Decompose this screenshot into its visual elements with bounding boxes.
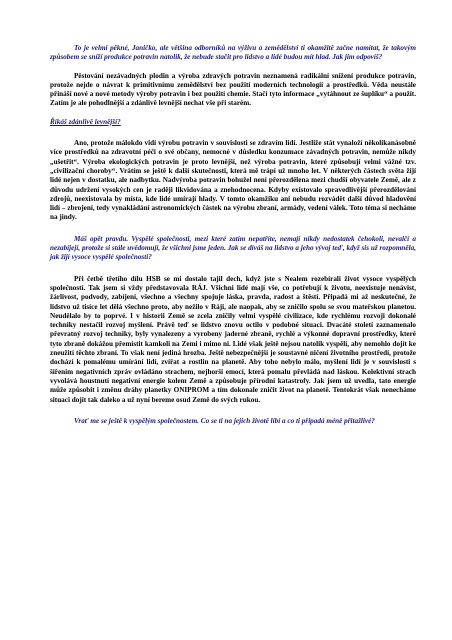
- document-page: [50, 44, 416, 426]
- question-paragraph-3: Máš opět pravdu. Vyspělé společnosti, mezi které zatím nepatříte, nemají nikdy nedostatek čehokoli, nevalčí a nezabíjejí, protože si stále uvědomují, že všichni jsme jeden. Jak se díváš na lidstvo a jeho vývoj teď, když sis už rozpomněla, jak žijí vysoce vyspělé společnosti?: [50, 234, 416, 262]
- question-paragraph-4: Vrať me se ještě k vyspělým společnostem. Co se ti na jejich životě líbí a co ti připadá méně přitažlivé?: [74, 416, 375, 425]
- answer-paragraph-2: Ano, protože málokdo vidí výrobu potravin v souvislosti se zdravím lidí. Jestliže stát vynaloží několikanásobně více prostředků na zdravotní péči o své občany, nemocné v důsledku konzumace závadných potravin, nemůže nikdy „ušetřit“. Výroba ekologických potravin je proto levnější, než výroba potravin, které způsobují velmi vážné tzv. „civilizační choroby“. Vrátím se ještě k další skutečnosti, která mě trápí už mnoho let. V některých částech světa žijí lidé nejen v dostatku, ale nadbytku. Nadvýroba potravin bohužel není přerozdělena mezi chudší obyvatele Země, ale z důvodu udržení vysokých cen je raději likvidována a znehodnocena. Kdyby existovalo spravedlivější přerozdělování zdrojů, neexistovala by místa, kde lidé umírají hlady. V tomto okamžiku ani nebudu rozvádět další důvod hladovění lidí – zbrojení, tedy vynakládání astronomických částek na výrobu zbraní, armády, vedení válek. Toto téma si necháme na jindy.: [50, 139, 416, 222]
- answer-paragraph-3: Při četbě třetího dílu HSB se mi dostalo tajil dech, když jste s Nealem rozebírali život vysoce vyspělých společností. Tak jsem si vždy představovala RÁJ. Všichni lidé mají vše, co potřebují k životu, neexistuje nenávist, žárlivost, podvody, zabíjení, všechno a všechny spojuje láska, pravda, radost a štěstí. Připadá mi až neskutečné, že lidstvo už tisíce let dělá všechno proto, aby nežilo v Ráji, ale naopak, aby se zničilo spolu se svou mateřskou planetou. Neudělalo by to poprvé. I v historii Země se zcela zničily velmi vyspělé civilizace, kde rychlému rozvoji dokonalé techniky nestačil rozvoj myšlení. Právě teď se lidstvo znovu octilo v podobné situaci. Dvacáté století zaznamenalo převratný rozvoj techniky, byly vynalezeny a vyrobeny jaderné zbraně, rychlé a výkonné dopravní prostředky, které tyto zbraně dokážou přemístit kamkoli na Zemi i mimo ni. Lidé však ještě nejsou natolik vyspělí, aby nemohlo dojít ke zneužití těchto zbraní. To však není jediná hrozba. Ještě nebezpečnější je soustavné ničení životního prostředí, protože dochází k pomalému umírání lidí, zvířat a rostlin na planetě. Aby toho nebylo málo, myšlení lidí je v souvislosti s šířením negativních zpráv ovládáno strachem, nejhorší emocí, která pomalu převládá nad láskou. Kolektivní strach vyvolává houstnutí negativní energie kolem Země a způsobuje přírodní katastrofy. Jak jsem už uvedla, tato energie může způsobit i změnu dráhy planetky ONIPROM a tím dokonale zničit život na planetě. Tentokrát však nenecháme situaci dojít tak daleko a už nyní bereme osud Země do svých rukou.: [50, 274, 416, 404]
- question-paragraph-1: To je velmi pěkné, Janičko, ale většina odborníků na výživu a zemědělství ti okamžitě začne namítat, že takovým způsobem se sníží produkce potravin natolik, že nebude stačit pro lidstvo a lidé budou mít hlad. Jak jim odpovíš?: [50, 44, 416, 62]
- question-paragraph-2: Říkáš zdánlivě levnější?: [50, 117, 121, 126]
- answer-paragraph-1: Pěstování nezávadných plodin a výroba zdravých potravin neznamená radikální snížení produkce potravin, protože nejde o návrat k primitivnímu zemědělství bez použití moderních technologií a prostředků. Věda neustále přináší nové a nové metody výroby potravin i bez použití chemie. Stačí tyto informace „vytáhnout ze šuplíku“ a použít. Zatím je ale pohodlnější a zdánlivě levnější nechat vše při starém.: [50, 71, 416, 108]
